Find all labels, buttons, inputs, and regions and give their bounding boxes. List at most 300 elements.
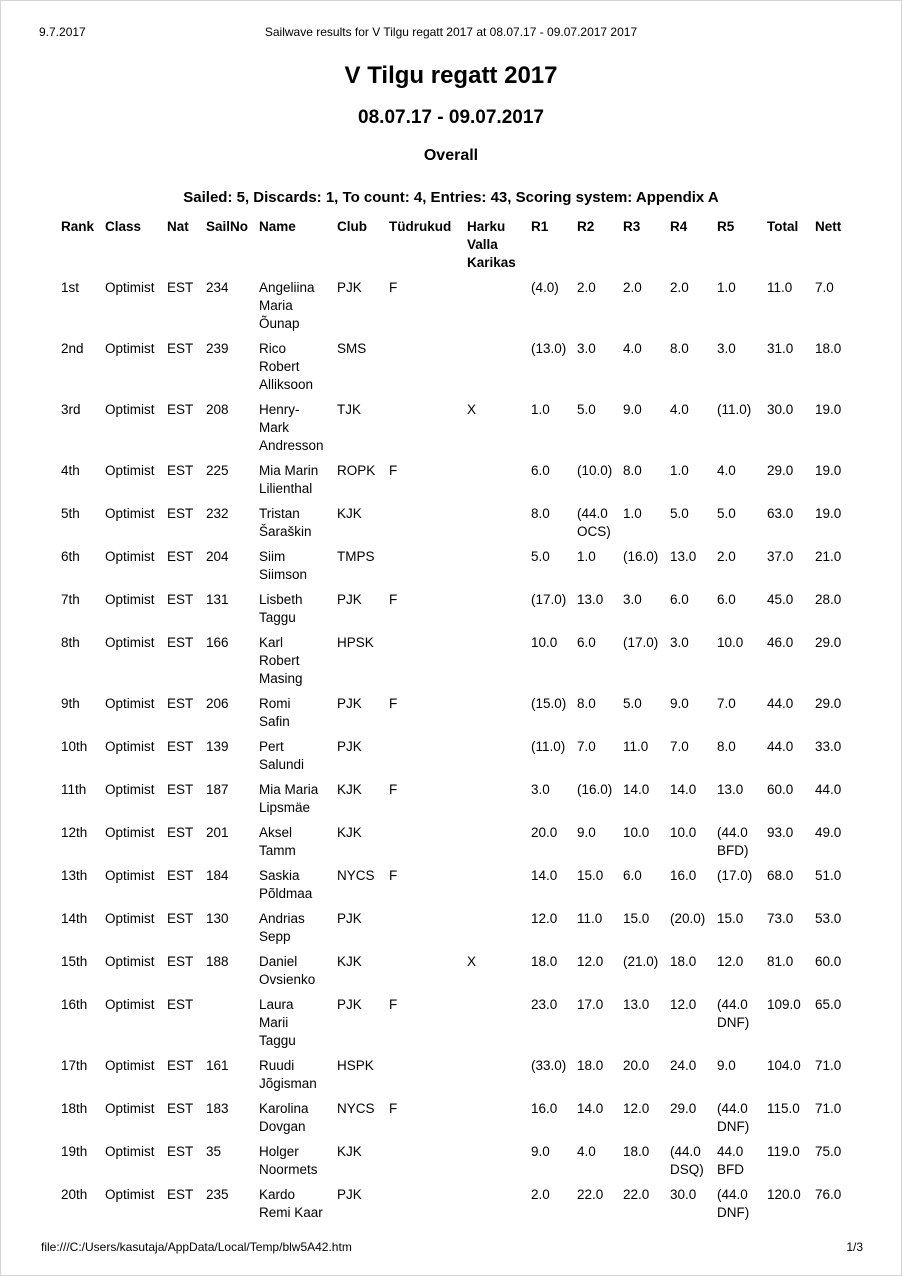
- print-date: 9.7.2017: [39, 25, 86, 39]
- cell-name: Andrias Sepp: [259, 911, 305, 944]
- cell-r3: 11.0: [623, 739, 649, 754]
- cell-r2: 3.0: [577, 341, 596, 356]
- cell-r2: 12.0: [577, 954, 604, 969]
- cell-r4: (20.0): [670, 911, 706, 926]
- cell-tudrukud: F: [389, 997, 398, 1012]
- table-row: [61, 1057, 851, 1100]
- column-header-nat: Nat: [167, 219, 189, 234]
- column-header-r1: R1: [531, 219, 549, 234]
- cell-nat: EST: [167, 911, 194, 926]
- cell-club: ROPK: [337, 463, 376, 478]
- cell-r2: 6.0: [577, 635, 596, 650]
- cell-r2: 4.0: [577, 1144, 596, 1159]
- cell-nett: 19.0: [815, 506, 842, 521]
- cell-sailno: 183: [206, 1101, 229, 1116]
- column-header-name: Name: [259, 219, 296, 234]
- cell-r4: 6.0: [670, 592, 689, 607]
- cell-nat: EST: [167, 1187, 194, 1202]
- cell-nat: EST: [167, 549, 194, 564]
- cell-harku-valla-karikas: [467, 781, 531, 824]
- table-row: [61, 462, 851, 505]
- cell-r3: 3.0: [623, 592, 642, 607]
- cell-total: 46.0: [767, 635, 794, 650]
- print-footer: [41, 1240, 863, 1255]
- cell-rank: 20th: [61, 1187, 88, 1202]
- cell-name: Laura Marii Taggu: [259, 997, 296, 1048]
- cell-r5: 2.0: [717, 549, 736, 564]
- cell-nat: EST: [167, 1101, 194, 1116]
- cell-sailno: 184: [206, 868, 229, 883]
- cell-tudrukud: F: [389, 280, 398, 295]
- cell-sailno: [206, 996, 259, 1057]
- cell-harku-valla-karikas: [467, 340, 531, 401]
- cell-sailno: 204: [206, 549, 229, 564]
- cell-class: Optimist: [105, 868, 155, 883]
- cell-club: PJK: [337, 911, 362, 926]
- column-header-r2: R2: [577, 219, 595, 234]
- table-row: [61, 548, 851, 591]
- cell-r1: (33.0): [531, 1058, 567, 1073]
- cell-harku-valla-karikas: [467, 695, 531, 738]
- cell-harku-valla-karikas: [467, 824, 531, 867]
- cell-club: NYCS: [337, 868, 375, 883]
- cell-sailno: 130: [206, 911, 229, 926]
- cell-club: PJK: [337, 739, 362, 754]
- cell-nett: 71.0: [815, 1058, 842, 1073]
- cell-r1: (11.0): [531, 739, 566, 754]
- cell-nat: EST: [167, 506, 194, 521]
- cell-r1: (17.0): [531, 592, 567, 607]
- cell-r5: 7.0: [717, 696, 736, 711]
- cell-tudrukud: [389, 910, 467, 953]
- table-row: [61, 401, 851, 462]
- column-header-total: Total: [767, 219, 799, 234]
- column-header-rank: Rank: [61, 219, 95, 234]
- cell-club: KJK: [337, 1144, 362, 1159]
- cell-harku-valla-karikas: [467, 1100, 531, 1143]
- cell-class: Optimist: [105, 506, 155, 521]
- cell-r2: 1.0: [577, 549, 596, 564]
- event-title: V Tilgu regatt 2017: [344, 62, 558, 89]
- cell-r3: 22.0: [623, 1187, 650, 1202]
- cell-name: Saskia Põldmaa: [259, 868, 313, 901]
- cell-r5: 12.0: [717, 954, 744, 969]
- cell-sailno: 208: [206, 402, 229, 417]
- cell-nat: EST: [167, 341, 194, 356]
- cell-total: 104.0: [767, 1058, 801, 1073]
- cell-harku-valla-karikas: [467, 910, 531, 953]
- cell-r2: 2.0: [577, 280, 596, 295]
- cell-name: Ruudi Jõgisman: [259, 1058, 317, 1091]
- table-row: [61, 867, 851, 910]
- cell-r1: 20.0: [531, 825, 558, 840]
- cell-club: KJK: [337, 782, 362, 797]
- cell-r4: (44.0 DSQ): [670, 1144, 704, 1177]
- cell-club: TJK: [337, 402, 362, 417]
- column-header-harku-valla-karikas: Harku Valla Karikas: [467, 219, 516, 270]
- cell-sailno: 239: [206, 341, 229, 356]
- cell-rank: 3rd: [61, 402, 81, 417]
- cell-class: Optimist: [105, 463, 155, 478]
- cell-nett: 18.0: [815, 341, 842, 356]
- cell-sailno: 206: [206, 696, 229, 711]
- cell-harku-valla-karikas: [467, 279, 531, 340]
- cell-r3: 12.0: [623, 1101, 650, 1116]
- cell-r3: (21.0): [623, 954, 659, 969]
- cell-nat: EST: [167, 954, 194, 969]
- cell-tudrukud: F: [389, 868, 398, 883]
- cell-total: 45.0: [767, 592, 794, 607]
- column-header-sailno: SailNo: [206, 219, 249, 234]
- cell-r3: 18.0: [623, 1144, 650, 1159]
- cell-nett: 75.0: [815, 1144, 842, 1159]
- cell-tudrukud: [389, 738, 467, 781]
- cell-rank: 5th: [61, 506, 80, 521]
- cell-r4: 7.0: [670, 739, 689, 754]
- table-row: [61, 824, 851, 867]
- table-row: [61, 505, 851, 548]
- cell-r2: 18.0: [577, 1058, 604, 1073]
- cell-r5: 4.0: [717, 463, 736, 478]
- cell-name: Karl Robert Masing: [259, 635, 303, 686]
- cell-name: Holger Noormets: [259, 1144, 318, 1177]
- cell-rank: 4th: [61, 463, 80, 478]
- cell-tudrukud: [389, 1143, 467, 1186]
- cell-r3: (16.0): [623, 549, 659, 564]
- cell-rank: 16th: [61, 997, 88, 1012]
- cell-name: Mia Marin Lilienthal: [259, 463, 319, 496]
- cell-r3: 13.0: [623, 997, 650, 1012]
- cell-r1: 12.0: [531, 911, 558, 926]
- cell-class: Optimist: [105, 1101, 155, 1116]
- cell-tudrukud: [389, 824, 467, 867]
- cell-rank: 9th: [61, 696, 80, 711]
- series-summary: Sailed: 5, Discards: 1, To count: 4, Entries: 43, Scoring system: Appendix A: [183, 189, 719, 206]
- cell-sailno: 187: [206, 782, 229, 797]
- cell-r2: 13.0: [577, 592, 604, 607]
- cell-club: HPSK: [337, 635, 374, 650]
- cell-nat: EST: [167, 696, 194, 711]
- cell-nat: EST: [167, 592, 194, 607]
- cell-r1: 14.0: [531, 868, 558, 883]
- cell-total: 60.0: [767, 782, 794, 797]
- cell-tudrukud: F: [389, 463, 398, 478]
- cell-tudrukud: [389, 401, 467, 462]
- cell-r4: 8.0: [670, 341, 689, 356]
- cell-total: 120.0: [767, 1187, 801, 1202]
- cell-r4: 16.0: [670, 868, 697, 883]
- cell-nett: 19.0: [815, 402, 842, 417]
- event-dates: 08.07.17 - 09.07.2017: [358, 107, 544, 128]
- cell-r2: (44.0 OCS): [577, 506, 611, 539]
- cell-r5: (17.0): [717, 868, 753, 883]
- cell-total: 93.0: [767, 825, 794, 840]
- cell-name: Angeliina Maria Õunap: [259, 280, 315, 331]
- cell-club: PJK: [337, 592, 362, 607]
- cell-total: 29.0: [767, 463, 794, 478]
- cell-harku-valla-karikas: [467, 548, 531, 591]
- cell-sailno: 234: [206, 280, 229, 295]
- cell-class: Optimist: [105, 549, 155, 564]
- cell-r2: 14.0: [577, 1101, 604, 1116]
- cell-nett: 7.0: [815, 280, 834, 295]
- cell-total: 109.0: [767, 997, 801, 1012]
- cell-club: KJK: [337, 825, 362, 840]
- cell-r5: 3.0: [717, 341, 736, 356]
- cell-r4: 24.0: [670, 1058, 697, 1073]
- cell-harku-valla-karikas: X: [467, 402, 477, 417]
- cell-nett: 76.0: [815, 1187, 842, 1202]
- cell-nat: EST: [167, 782, 194, 797]
- cell-nat: EST: [167, 635, 194, 650]
- cell-nett: 49.0: [815, 825, 842, 840]
- cell-name: Daniel Ovsienko: [259, 954, 316, 987]
- cell-nett: 21.0: [815, 549, 842, 564]
- cell-club: HSPK: [337, 1058, 374, 1073]
- cell-r1: 9.0: [531, 1144, 550, 1159]
- cell-nett: 65.0: [815, 997, 842, 1012]
- cell-class: Optimist: [105, 782, 155, 797]
- cell-club: NYCS: [337, 1101, 375, 1116]
- cell-club: PJK: [337, 1187, 362, 1202]
- cell-rank: 8th: [61, 635, 80, 650]
- cell-r5: 13.0: [717, 782, 744, 797]
- cell-club: KJK: [337, 954, 362, 969]
- cell-r4: 14.0: [670, 782, 697, 797]
- cell-r1: 8.0: [531, 506, 550, 521]
- cell-r2: 15.0: [577, 868, 604, 883]
- cell-total: 115.0: [767, 1101, 800, 1116]
- section-title: Overall: [423, 147, 479, 164]
- cell-harku-valla-karikas: [467, 505, 531, 548]
- cell-rank: 7th: [61, 592, 80, 607]
- cell-name: Karolina Dovgan: [259, 1101, 309, 1134]
- table-row: [61, 1100, 851, 1143]
- cell-nat: EST: [167, 868, 194, 883]
- cell-rank: 13th: [61, 868, 88, 883]
- cell-harku-valla-karikas: [467, 1057, 531, 1100]
- cell-r3: 5.0: [623, 696, 642, 711]
- column-header-r5: R5: [717, 219, 735, 234]
- cell-tudrukud: [389, 340, 467, 401]
- cell-r5: 9.0: [717, 1058, 736, 1073]
- cell-total: 119.0: [767, 1144, 800, 1159]
- cell-nett: 44.0: [815, 782, 842, 797]
- cell-rank: 15th: [61, 954, 88, 969]
- cell-rank: 11th: [61, 782, 87, 797]
- cell-r4: 12.0: [670, 997, 697, 1012]
- cell-r5: 5.0: [717, 506, 736, 521]
- cell-nat: EST: [167, 280, 194, 295]
- cell-class: Optimist: [105, 997, 155, 1012]
- results-table: [61, 218, 851, 1229]
- cell-name: Aksel Tamm: [259, 825, 296, 858]
- cell-r1: 6.0: [531, 463, 550, 478]
- cell-total: 37.0: [767, 549, 794, 564]
- cell-r5: (44.0 DNF): [717, 1187, 750, 1220]
- cell-class: Optimist: [105, 592, 155, 607]
- cell-total: 68.0: [767, 868, 794, 883]
- cell-club: PJK: [337, 696, 362, 711]
- footer-url: file:///C:/Users/kasutaja/AppData/Local/Temp/blw5A42.htm: [41, 1240, 352, 1254]
- cell-r5: 6.0: [717, 592, 736, 607]
- cell-r5: (44.0 BFD): [717, 825, 749, 858]
- cell-nett: 28.0: [815, 592, 842, 607]
- cell-nett: 60.0: [815, 954, 842, 969]
- cell-r2: 8.0: [577, 696, 596, 711]
- cell-tudrukud: F: [389, 592, 398, 607]
- cell-class: Optimist: [105, 341, 155, 356]
- cell-name: Pert Salundi: [259, 739, 305, 772]
- cell-r2: (16.0): [577, 782, 613, 797]
- cell-tudrukud: [389, 1057, 467, 1100]
- cell-harku-valla-karikas: [467, 1143, 531, 1186]
- cell-r1: 23.0: [531, 997, 558, 1012]
- cell-r1: (4.0): [531, 280, 559, 295]
- cell-class: Optimist: [105, 280, 155, 295]
- cell-class: Optimist: [105, 911, 155, 926]
- cell-total: 31.0: [767, 341, 794, 356]
- cell-name: Henry-Mark Andresson: [259, 402, 324, 453]
- cell-nett: 33.0: [815, 739, 842, 754]
- cell-harku-valla-karikas: [467, 462, 531, 505]
- cell-sailno: 232: [206, 506, 229, 521]
- cell-r2: 17.0: [577, 997, 604, 1012]
- cell-rank: 2nd: [61, 341, 84, 356]
- cell-rank: 19th: [61, 1144, 88, 1159]
- cell-sailno: 35: [206, 1144, 222, 1159]
- cell-rank: 1st: [61, 280, 80, 295]
- cell-r5: (44.0 DNF): [717, 997, 750, 1030]
- cell-nat: EST: [167, 463, 194, 478]
- cell-club: KJK: [337, 506, 362, 521]
- cell-class: Optimist: [105, 1187, 155, 1202]
- cell-r5: (44.0 DNF): [717, 1101, 750, 1134]
- cell-tudrukud: [389, 1186, 467, 1229]
- cell-nat: EST: [167, 997, 194, 1012]
- cell-sailno: 161: [206, 1058, 229, 1073]
- cell-nat: EST: [167, 1058, 194, 1073]
- page-number: 1/3: [846, 1240, 863, 1254]
- cell-r4: 30.0: [670, 1187, 697, 1202]
- cell-r3: 9.0: [623, 402, 642, 417]
- table-row: [61, 695, 851, 738]
- table-row: [61, 634, 851, 695]
- cell-r2: 5.0: [577, 402, 596, 417]
- cell-sailno: 225: [206, 463, 229, 478]
- cell-r3: 4.0: [623, 341, 642, 356]
- cell-r3: 1.0: [623, 506, 642, 521]
- cell-rank: 10th: [61, 739, 88, 754]
- cell-tudrukud: [389, 548, 467, 591]
- cell-class: Optimist: [105, 1144, 155, 1159]
- cell-r5: 15.0: [717, 911, 744, 926]
- cell-r5: (11.0): [717, 402, 752, 417]
- cell-club: SMS: [337, 341, 367, 356]
- cell-harku-valla-karikas: X: [467, 954, 477, 969]
- cell-harku-valla-karikas: [467, 996, 531, 1057]
- cell-r1: (15.0): [531, 696, 567, 711]
- cell-class: Optimist: [105, 696, 155, 711]
- cell-r3: 14.0: [623, 782, 650, 797]
- cell-r3: 20.0: [623, 1058, 650, 1073]
- cell-r4: 18.0: [670, 954, 697, 969]
- cell-total: 30.0: [767, 402, 794, 417]
- cell-r1: 2.0: [531, 1187, 550, 1202]
- cell-r4: 4.0: [670, 402, 689, 417]
- cell-harku-valla-karikas: [467, 738, 531, 781]
- cell-name: Rico Robert Alliksoon: [259, 341, 314, 392]
- cell-r4: 2.0: [670, 280, 689, 295]
- cell-nat: EST: [167, 739, 194, 754]
- cell-class: Optimist: [105, 1058, 155, 1073]
- cell-nett: 29.0: [815, 696, 842, 711]
- table-row: [61, 1143, 851, 1186]
- cell-nat: EST: [167, 402, 194, 417]
- cell-r3: 6.0: [623, 868, 642, 883]
- cell-name: Lisbeth Taggu: [259, 592, 303, 625]
- cell-r4: 10.0: [670, 825, 697, 840]
- table-row: [61, 781, 851, 824]
- cell-r4: 5.0: [670, 506, 689, 521]
- table-row: [61, 910, 851, 953]
- column-header-r3: R3: [623, 219, 641, 234]
- results-body: [61, 279, 851, 1229]
- cell-r1: 3.0: [531, 782, 550, 797]
- cell-sailno: 166: [206, 635, 229, 650]
- cell-harku-valla-karikas: [467, 1186, 531, 1229]
- cell-club: PJK: [337, 280, 362, 295]
- table-row: [61, 738, 851, 781]
- cell-tudrukud: [389, 505, 467, 548]
- cell-r4: 13.0: [670, 549, 697, 564]
- cell-r4: 3.0: [670, 635, 689, 650]
- cell-harku-valla-karikas: [467, 867, 531, 910]
- cell-total: 44.0: [767, 739, 794, 754]
- column-header-r4: R4: [670, 219, 688, 234]
- cell-class: Optimist: [105, 402, 155, 417]
- cell-harku-valla-karikas: [467, 591, 531, 634]
- cell-r1: (13.0): [531, 341, 567, 356]
- cell-r5: 10.0: [717, 635, 744, 650]
- table-row: [61, 279, 851, 340]
- cell-class: Optimist: [105, 739, 155, 754]
- cell-name: Tristan Šaraškin: [259, 506, 312, 539]
- cell-tudrukud: F: [389, 696, 398, 711]
- cell-sailno: 235: [206, 1187, 229, 1202]
- cell-r1: 5.0: [531, 549, 550, 564]
- cell-r5: 44.0 BFD: [717, 1144, 744, 1177]
- table-row: [61, 1186, 851, 1229]
- table-row: [61, 340, 851, 401]
- cell-total: 73.0: [767, 911, 794, 926]
- cell-r3: (17.0): [623, 635, 659, 650]
- column-header-club: Club: [337, 219, 367, 234]
- cell-nett: 19.0: [815, 463, 842, 478]
- cell-r5: 1.0: [717, 280, 736, 295]
- table-row: [61, 996, 851, 1057]
- cell-class: Optimist: [105, 825, 155, 840]
- cell-r3: 10.0: [623, 825, 650, 840]
- column-header-nett: Nett: [815, 219, 842, 234]
- cell-nat: EST: [167, 825, 194, 840]
- cell-total: 81.0: [767, 954, 794, 969]
- cell-tudrukud: [389, 953, 467, 996]
- cell-tudrukud: [389, 634, 467, 695]
- column-header-class: Class: [105, 219, 142, 234]
- table-row: [61, 591, 851, 634]
- cell-nett: 71.0: [815, 1101, 842, 1116]
